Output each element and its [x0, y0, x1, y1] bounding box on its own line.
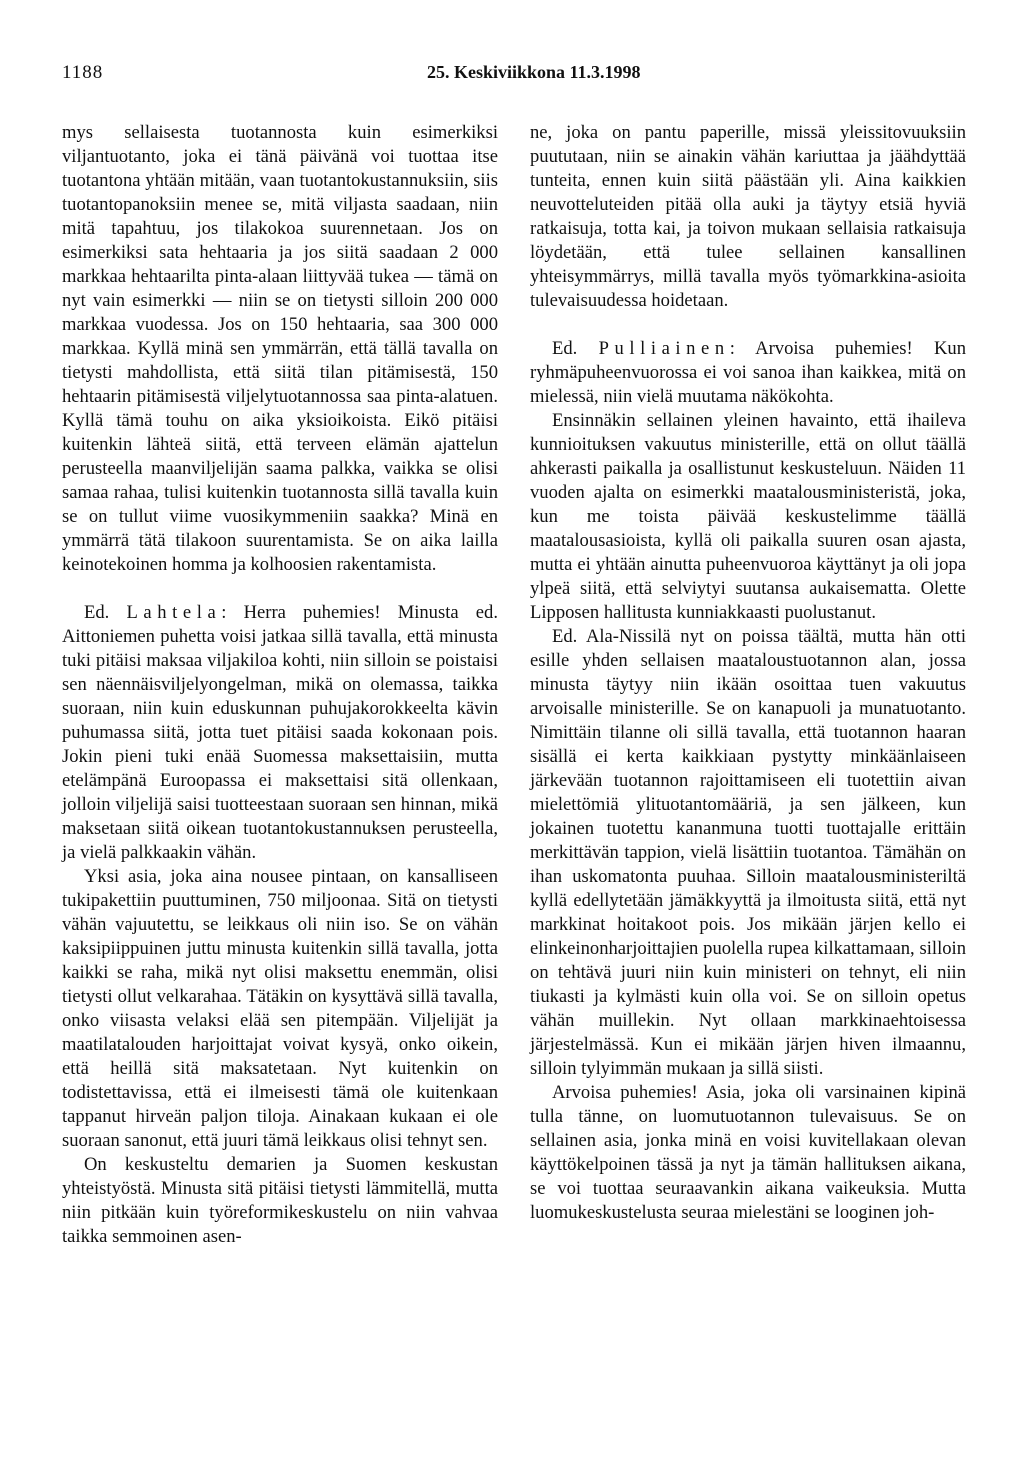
speech-paragraph: [62, 601, 498, 865]
running-title: 25. Keskiviikkona 11.3.1998: [427, 62, 641, 82]
paragraph: mys sellaisesta tuotannosta kuin esimerkiksi viljantuotanto, joka ei tänä päivänä voi tuottaa itse tuotantona yhtään mitään, vaan tuotantokustannuksiin, siis tuotantopanoksiin menee se, mitä viljasta saadaan, niin mitä tapahtuu, jos tilakokoa suurennetaan. Jos on esimerkiksi sata hehtaaria ja jos siitä saadaan 2 000 markkaa hehtaarilta pinta-alaan liittyvää tukea — tämä on nyt vain esimerkki — niin se on tietysti silloin 200 000 markkaa vuodessa. Jos on 150 hehtaaria, saa 300 000 markkaa. Kyllä minä sen ymmärrän, että tällä tavalla on tietysti mahdollista, että siitä tilan pitämisestä, 150 hehtaarin pitämisestä viljelytuotannossa saa pinta-alatuen. Kyllä tämä touhu on aika yksioikoista. Eikö pitäisi kuitenkin lähteä siitä, että terveen elämän ajattelun perusteella maanviljelijän saama palkka, vaikka se olisi samaa rahaa, tulisi kuitenkin tuotannosta sillä tavalla kuin se on tullut viime vuosikymmeniin saakka? Minä en ymmärrä tätä tilakoon suurentamista. Se on aika lailla keinotekoinen homma ja kolhoosien rakentamista.: [62, 122, 498, 575]
page-header: [62, 62, 962, 90]
speech-text: : Arvoisa puhemies! Kun ryhmäpuheenvuorossa ei voi sanoa ihan kaikkea, mitä on mielessä, niin vielä muutama näkökohta.: [530, 338, 966, 407]
speaker-name: Pulliainen: [598, 338, 730, 359]
left-column: [62, 121, 498, 1249]
paragraph: Yksi asia, joka aina nousee pintaan, on kansalliseen tukipakettiin puuttuminen, 750 miljoonaa. Sitä on tietysti vähän vajuutettu, se leikkaus oli niin iso. Se on vähän kaksipiippuinen juttu minusta kuitenkin sillä tavalla, jotta kaikki se raha, mikä nyt olisi maksettu enemmän, olisi tietysti ollut velkarahaa. Tätäkin on kysyttävä sillä tavalla, onko viisasta velaksi elää sen pitempään. Viljelijät ja maatilatalouden harjoittajat voivat kysyä, onko oikein, että heillä sitä maksatetaan. Nyt kuitenkin on todistettavissa, että ei ilmeisesti tämä ole kuitenkaan tappanut hirveän paljon tiloja. Ainakaan kukaan ei ole suoraan sanonut, että juuri tämä leikkaus olisi tehnyt sen.: [62, 866, 498, 1151]
speech-text: : Herra puhemies! Minusta ed. Aittoniemen puhetta voisi jatkaa sillä tavalla, että minusta tuki pitäisi maksaa viljakiloa kohti, niin silloin se poistaisi sen näennäisviljelyongelman, mikä on olemassa, taikka suoraan, niin kuin eduskunnan puhujakorokkeelta kävin puhumassa siitä, jotta tuet pitäisi saada kokonaan pois. Jokin pieni tuki enää Suomessa maksettaisiin, mutta etelämpänä Euroopassa ei maksettaisi sitä ollenkaan, jolloin viljelijä saisi tuotteestaan suoraan sen hinnan, mikä maksetaan siitä oikean tuotantokustannuksen perusteella, ja vielä palkkaakin vähän.: [62, 602, 498, 863]
speaker-prefix: Ed.: [552, 338, 599, 359]
speaker-prefix: Ed.: [84, 602, 127, 623]
paragraph: On keskusteltu demarien ja Suomen keskustan yhteistyöstä. Minusta sitä pitäisi tietysti lämmitellä, mutta niin pitkään kuin työreformikeskustelu on niin vahvaa taikka semmoinen asen-: [62, 1154, 498, 1247]
paragraph: ne, joka on pantu paperille, missä yleissitovuuksiin puututaan, niin se ainakin vähän kariuttaa ja jäähdyttää tunteita, ennen kuin siitä päästään yli. Aina kaikkien neuvotteluteiden pitää olla auki ja täytyy etsiä hyviä ratkaisuja, totta kai, ja toivon mukaan sellaisia ratkaisuja löydetään, että tulee sellainen kansallinen yhteisymmärrys, millä tavalla myös työmarkkina-asioita tulevaisuudessa hoidetaan.: [530, 122, 966, 311]
right-column: [530, 121, 966, 1225]
speaker-name: Lahtela: [126, 602, 222, 623]
paragraph: Arvoisa puhemies! Asia, joka oli varsinainen kipinä tulla tänne, on luomutuotannon tulevaisuus. Se on sellainen asia, jonka minä en voisi kuvitellakaan olevan käyttökelpoinen tässä ja nyt ja tämän hallituksen aikana, se voi tuottaa seuraavankin aikana vaikeuksia. Mutta luomukeskustelusta seuraa mielestäni se looginen joh-: [530, 1082, 966, 1223]
paragraph: Ensinnäkin sellainen yleinen havainto, että ihaileva kunnioituksen vakuutus ministerille, että on ollut täällä ahkerasti paikalla ja osallistunut keskusteluun. Näiden 11 vuoden ajalta on esimerkki maatalousministeristä, joka, kun me toista päivää keskustelimme täällä maatalousasioista, kyllä oli paikalla suuren osan ajasta, mutta ei yhtään ainutta puheenvuoroa käyttänyt ja oli jopa ylpeä siitä, että selviytyi suutansa aukaisematta. Olette Lipposen hallitusta kunniakkaasti puolustanut.: [530, 410, 966, 623]
speech-paragraph: [530, 337, 966, 409]
paragraph: Ed. Ala-Nissilä nyt on poissa täältä, mutta hän otti esille yhden sellaisen maataloustuotannon alan, jossa minusta täytyy niin ikään osoittaa tuen vakuutus arvoisalle ministerille. Se on kanapuoli ja munatuotanto. Nimittäin tilanne oli sillä tavalla, että tuotannon haaran sisällä ei kerta kaikkiaan pystytty minkäänlaiseen järkevään tuotannon rajoittamiseen eli tuotettiin aivan mielettömiä ylituotantomääriä, ja sen jälkeen, kun jokainen tuotettu kananmuna tuotti tuottajalle erittäin merkittävän tappion, vielä lisättiin tuotantoa. Tämähän on ihan uskomatonta puuhaa. Silloin maatalousministeriltä kyllä edellytetään jämäkkyyttä ja ilmoitusta siitä, että nyt markkinat hoitakoot pois. Jos mikään järjen kello ei elinkeinonharjoittajien puolella rupea kilkattamaan, silloin on tehtävä juuri niin kuin ministeri on tehnyt, eli niin tiukasti ja kylmästi kuin olla voi. Se on silloin opetus vähän muillekin. Nyt ollaan markkinaehtoisessa järjestelmässä. Kun ei mikään järjen hiven ilmaannu, silloin tylyimmän mukaan ja sillä siisti.: [530, 626, 966, 1079]
page-number: 1188: [62, 62, 104, 83]
